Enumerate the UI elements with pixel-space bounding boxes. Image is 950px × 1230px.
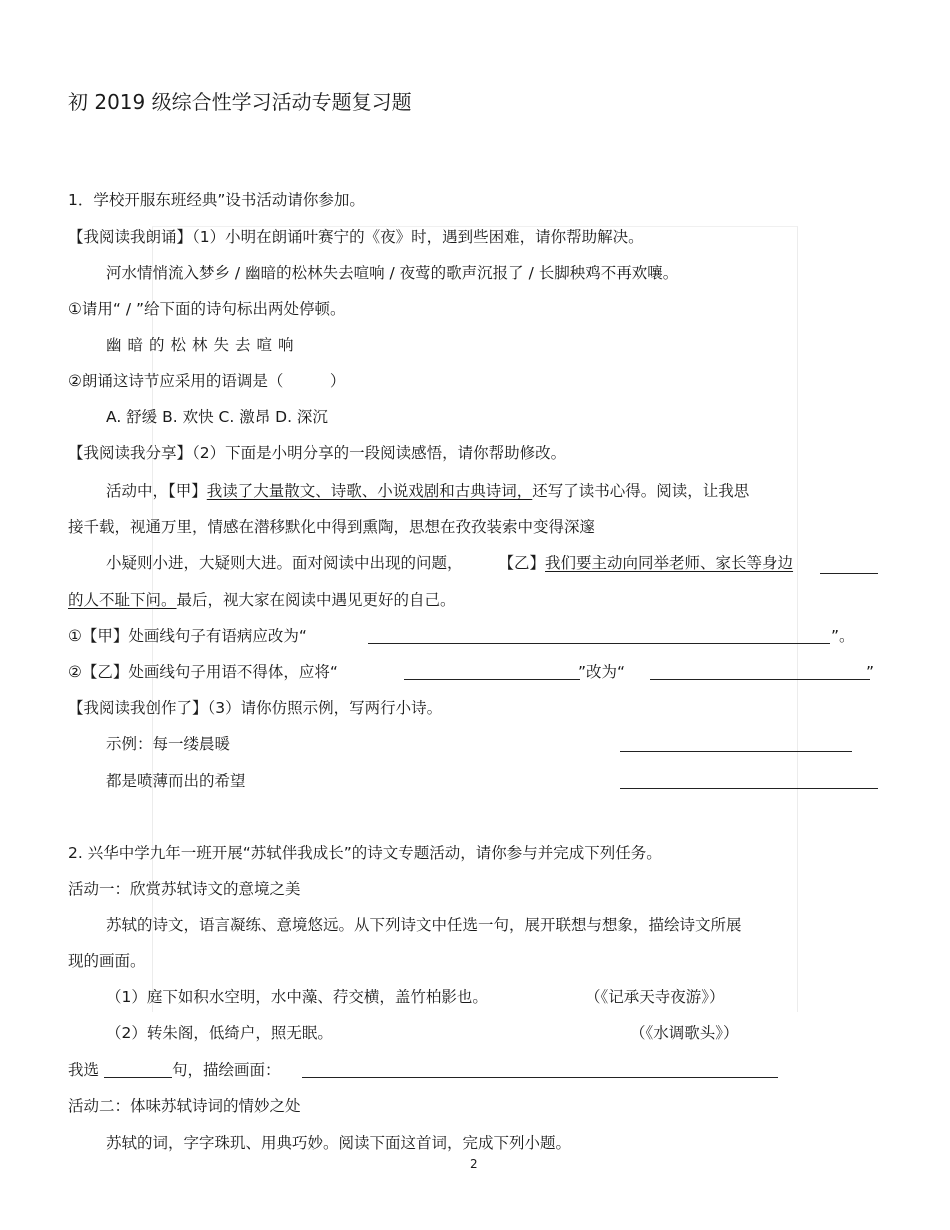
description-blank[interactable] [302,1077,778,1078]
q1-poem: 河水情悄流入梦乡 / 幽暗的松林失去喧响 / 夜莺的歌声沉报了 / 长脚秧鸡不再欢嚷。 [106,264,679,282]
q2-option-1-source: （《记承天寺夜游》） [585,988,725,1006]
q2-activity2: 活动二：体味苏轼诗词的情妙之处 [68,1097,301,1115]
para1-tail: 还写了读书心得。阅读，让我思 [532,482,750,500]
para2-underlined-2: 的人不耻下问。 [68,591,177,609]
para2-mark: 【乙】 [498,554,546,572]
q1-para2 [106,552,793,574]
q1-heading: 1．学校开服东班经典”设书活动请你参加。 [68,191,365,209]
choice-blank[interactable] [104,1077,172,1078]
q2-choose-tail: 句，描绘画面： [172,1061,281,1079]
para2-lead: 小疑则小进，大疑则大进。面对阅读中出现的问题， [106,554,463,572]
page-number: 2 [470,1157,478,1171]
q2-option-1: （1）庭下如积水空明，水中藻、荇交横，盖竹柏影也。 [106,988,488,1006]
fix2-original-blank[interactable] [404,679,580,680]
q1-task2: ②朗诵这诗节应采用的语调是（ ） [68,372,346,390]
fix1-answer-blank[interactable] [368,643,830,644]
q1-share: 【我阅读我分享】（2）下面是小明分享的一段阅读感悟，请你帮助修改。 [68,444,567,462]
q2-activity1: 活动一：欣赏苏轼诗文的意境之美 [68,880,301,898]
para2-underlined: 我们要主动向同举老师、家长等身边 [545,554,794,572]
poem-line-1-blank[interactable] [620,751,852,752]
poem-line-2-blank[interactable] [620,788,878,789]
q1-fix2-mid: ”改为“ [578,663,626,681]
q1-example-2: 都是喷薄而出的希望 [106,772,246,790]
q1-para1 [106,480,749,502]
q2-activity2-desc: 苏轼的词，字字珠玑、用典巧妙。阅读下面这首词，完成下列小题。 [106,1134,572,1152]
q1-fix2-end: ” [866,663,875,681]
para1-underlined: 我读了大量散文、诗歌、小说戏剧和古典诗词， [206,482,533,500]
q1-task1-line: 幽暗的松林失去喧响 [106,336,300,354]
q2-option-2-source: （《水调歌头》） [630,1024,739,1042]
q1-fix2: ②【乙】处画线句子用语不得体，应将“ [68,663,338,681]
q2-option-2: （2）转朱阁，低绮户，照无眠。 [106,1024,333,1042]
q1-create: 【我阅读我创作了】（3）请你仿照示例，写两行小诗。 [68,699,443,717]
q1-fix1: ①【甲】处画线句子有语病应改为“ [68,627,307,645]
q2-activity1-desc-cont: 现的画面。 [68,952,146,970]
q2-choose-lead: 我选 [68,1061,100,1079]
q1-example-1: 示例：每一缕晨暖 [106,735,231,753]
q1-options: A. 舒缓 B. 欢快 C. 激昂 D. 深沉 [106,408,328,426]
q1-para2-cont [68,589,456,611]
fix2-revised-blank[interactable] [650,679,870,680]
para2-tail: 最后，视大家在阅读中遇见更好的自己。 [176,591,456,609]
q2-activity1-desc: 苏轼的诗文，语言凝练、意境悠远。从下列诗文中任选一句，展开联想与想象，描绘诗文所展 [106,916,742,934]
q2-heading: 2. 兴华中学九年一班开展“苏轼伴我成长”的诗文专题活动，请你参与并完成下列任务。 [68,844,662,862]
q1-para1-cont: 接千载，视通万里，情感在潜移默化中得到熏陶，思想在孜孜装索中变得深邃 [68,518,596,536]
para1-lead: 活动中，【甲】 [106,482,207,500]
page-title: 初 2019 级综合性学习活动专题复习题 [68,90,412,114]
q1-task1: ①请用“ / ”给下面的诗句标出两处停顿。 [68,300,346,318]
para2-underline-ext [820,573,878,574]
q1-read-aloud: 【我阅读我朗诵】（1）小明在朗诵叶赛宁的《夜》时，遇到些困难，请你帮助解决。 [68,228,644,246]
q1-fix1-end: ”。 [831,627,855,645]
